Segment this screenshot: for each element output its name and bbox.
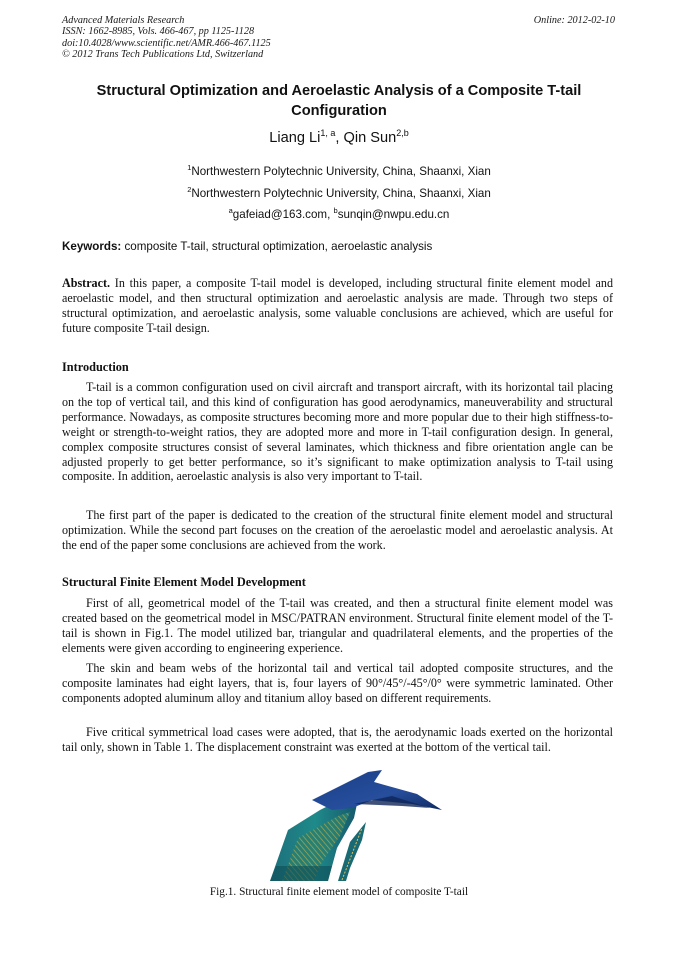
author-line [0,128,678,146]
abstract [62,276,613,336]
section-paragraph-1: First of all, geometrical model of the T-tail was created, and then a structural finite element model was created based on the geometrical model in MSC/PATRAN environment. Structural finite element model of the T-tail is shown in Fig.1. The model utilized bar, triangular and quadrilateral elements, and the properties of the elements were given according to engineering experience. [62,596,613,655]
email-b-sup: b [333,206,338,215]
author-1: Liang Li [269,130,321,146]
affiliation-2-text: Northwestern Polytechnic University, China, Shaanxi, Xian [191,187,491,200]
email-b: sunqin@nwpu.edu.cn [337,208,450,221]
introduction-paragraph-1: T-tail is a common configuration used on civil aircraft and transport aircraft, with its horizontal tail placing on the top of vertical tail, and this kind of configuration has good aerodynamics, maneuverability and structural performance. Nowadays, as composite structures becoming more and more popular due to their high stiffness-to-weight or strength-to-weight ratios, they are adopted more and more in T-tail configuration design. In general, complex composite structures consist of several laminates, which thickness and fibre orientation angle can be adjusted properly to get better performance, so it’s significant to make optimization analysis to T-tail using composite. In addition, aeroelastic analysis is also very important to T-tail. [62,380,613,484]
affiliation-2-sup: 2 [187,185,192,194]
introduction-heading: Introduction [62,360,129,374]
author-separator: , [335,130,344,146]
affiliation-2 [0,185,678,200]
journal-doi: doi:10.4028/www.scientific.net/AMR.466-467.1125 [62,37,271,49]
introduction-paragraph-2: The first part of the paper is dedicated to the creation of the structural finite element model and structural optimization. While the second part focuses on the creation of the aeroelastic model and aeroelastic analysis. At the end of the paper some conclusions are achieved from the work. [62,508,613,552]
keywords-label: Keywords: [62,240,122,253]
figure-caption: Fig.1. Structural finite element model of composite T-tail [209,886,469,898]
email-a: gafeiad@163.com, [232,208,334,221]
section-paragraph-3: Five critical symmetrical load cases were adopted, that is, the aerodynamic loads exerted on the horizontal tail only, shown in Table 1. The displacement constraint was exerted at the bottom of the vertical tail. [62,725,613,754]
section-paragraph-2: The skin and beam webs of the horizontal tail and vertical tail adopted composite structures, and the composite laminates had eight layers, that is, four layers of 90°/45°/-45°/0° were symmetric laminated. Other components adopted aluminum alloy and titanium alloy based on different requirements. [62,661,613,705]
t-tail-fem-image [242,770,452,881]
abstract-text: In this paper, a composite T-tail model is developed, including structural finite element model and aeroelastic model, and then structural optimization and aeroelastic analysis are made. Through two steps of structural optimization, and aeroelastic analysis, some valuable conclusions are achieved, which are useful for future composite T-tail design. [62,276,613,335]
journal-name: Advanced Materials Research [62,15,185,26]
email-a-sup: a [228,206,233,215]
affiliation-1 [0,163,678,178]
journal-issn: ISSN: 1662-8985, Vols. 466-467, pp 1125-1128 [62,26,255,38]
figure-t-tail-model [242,770,452,881]
affiliation-1-sup: 1 [187,163,192,172]
abstract-label: Abstract. [62,276,111,290]
keywords-text: composite T-tail, structural optimization, aeroelastic analysis [121,240,433,253]
online-date: Online: 2012-02-10 [533,15,615,26]
author-1-sup: 1, a [320,128,336,138]
journal-header [62,15,271,60]
section-heading: Structural Finite Element Model Development [62,575,306,589]
author-2: Qin Sun [343,130,397,146]
keywords [62,240,432,253]
email-line [0,206,678,221]
paper-title: Structural Optimization and Aeroelastic Analysis of a Composite T-tail Configuration [96,83,582,119]
author-2-sup: 2,b [396,128,409,138]
affiliation-1-text: Northwestern Polytechnic University, China, Shaanxi, Xian [191,165,491,178]
journal-copyright: © 2012 Trans Tech Publications Ltd, Switzerland [62,48,264,60]
